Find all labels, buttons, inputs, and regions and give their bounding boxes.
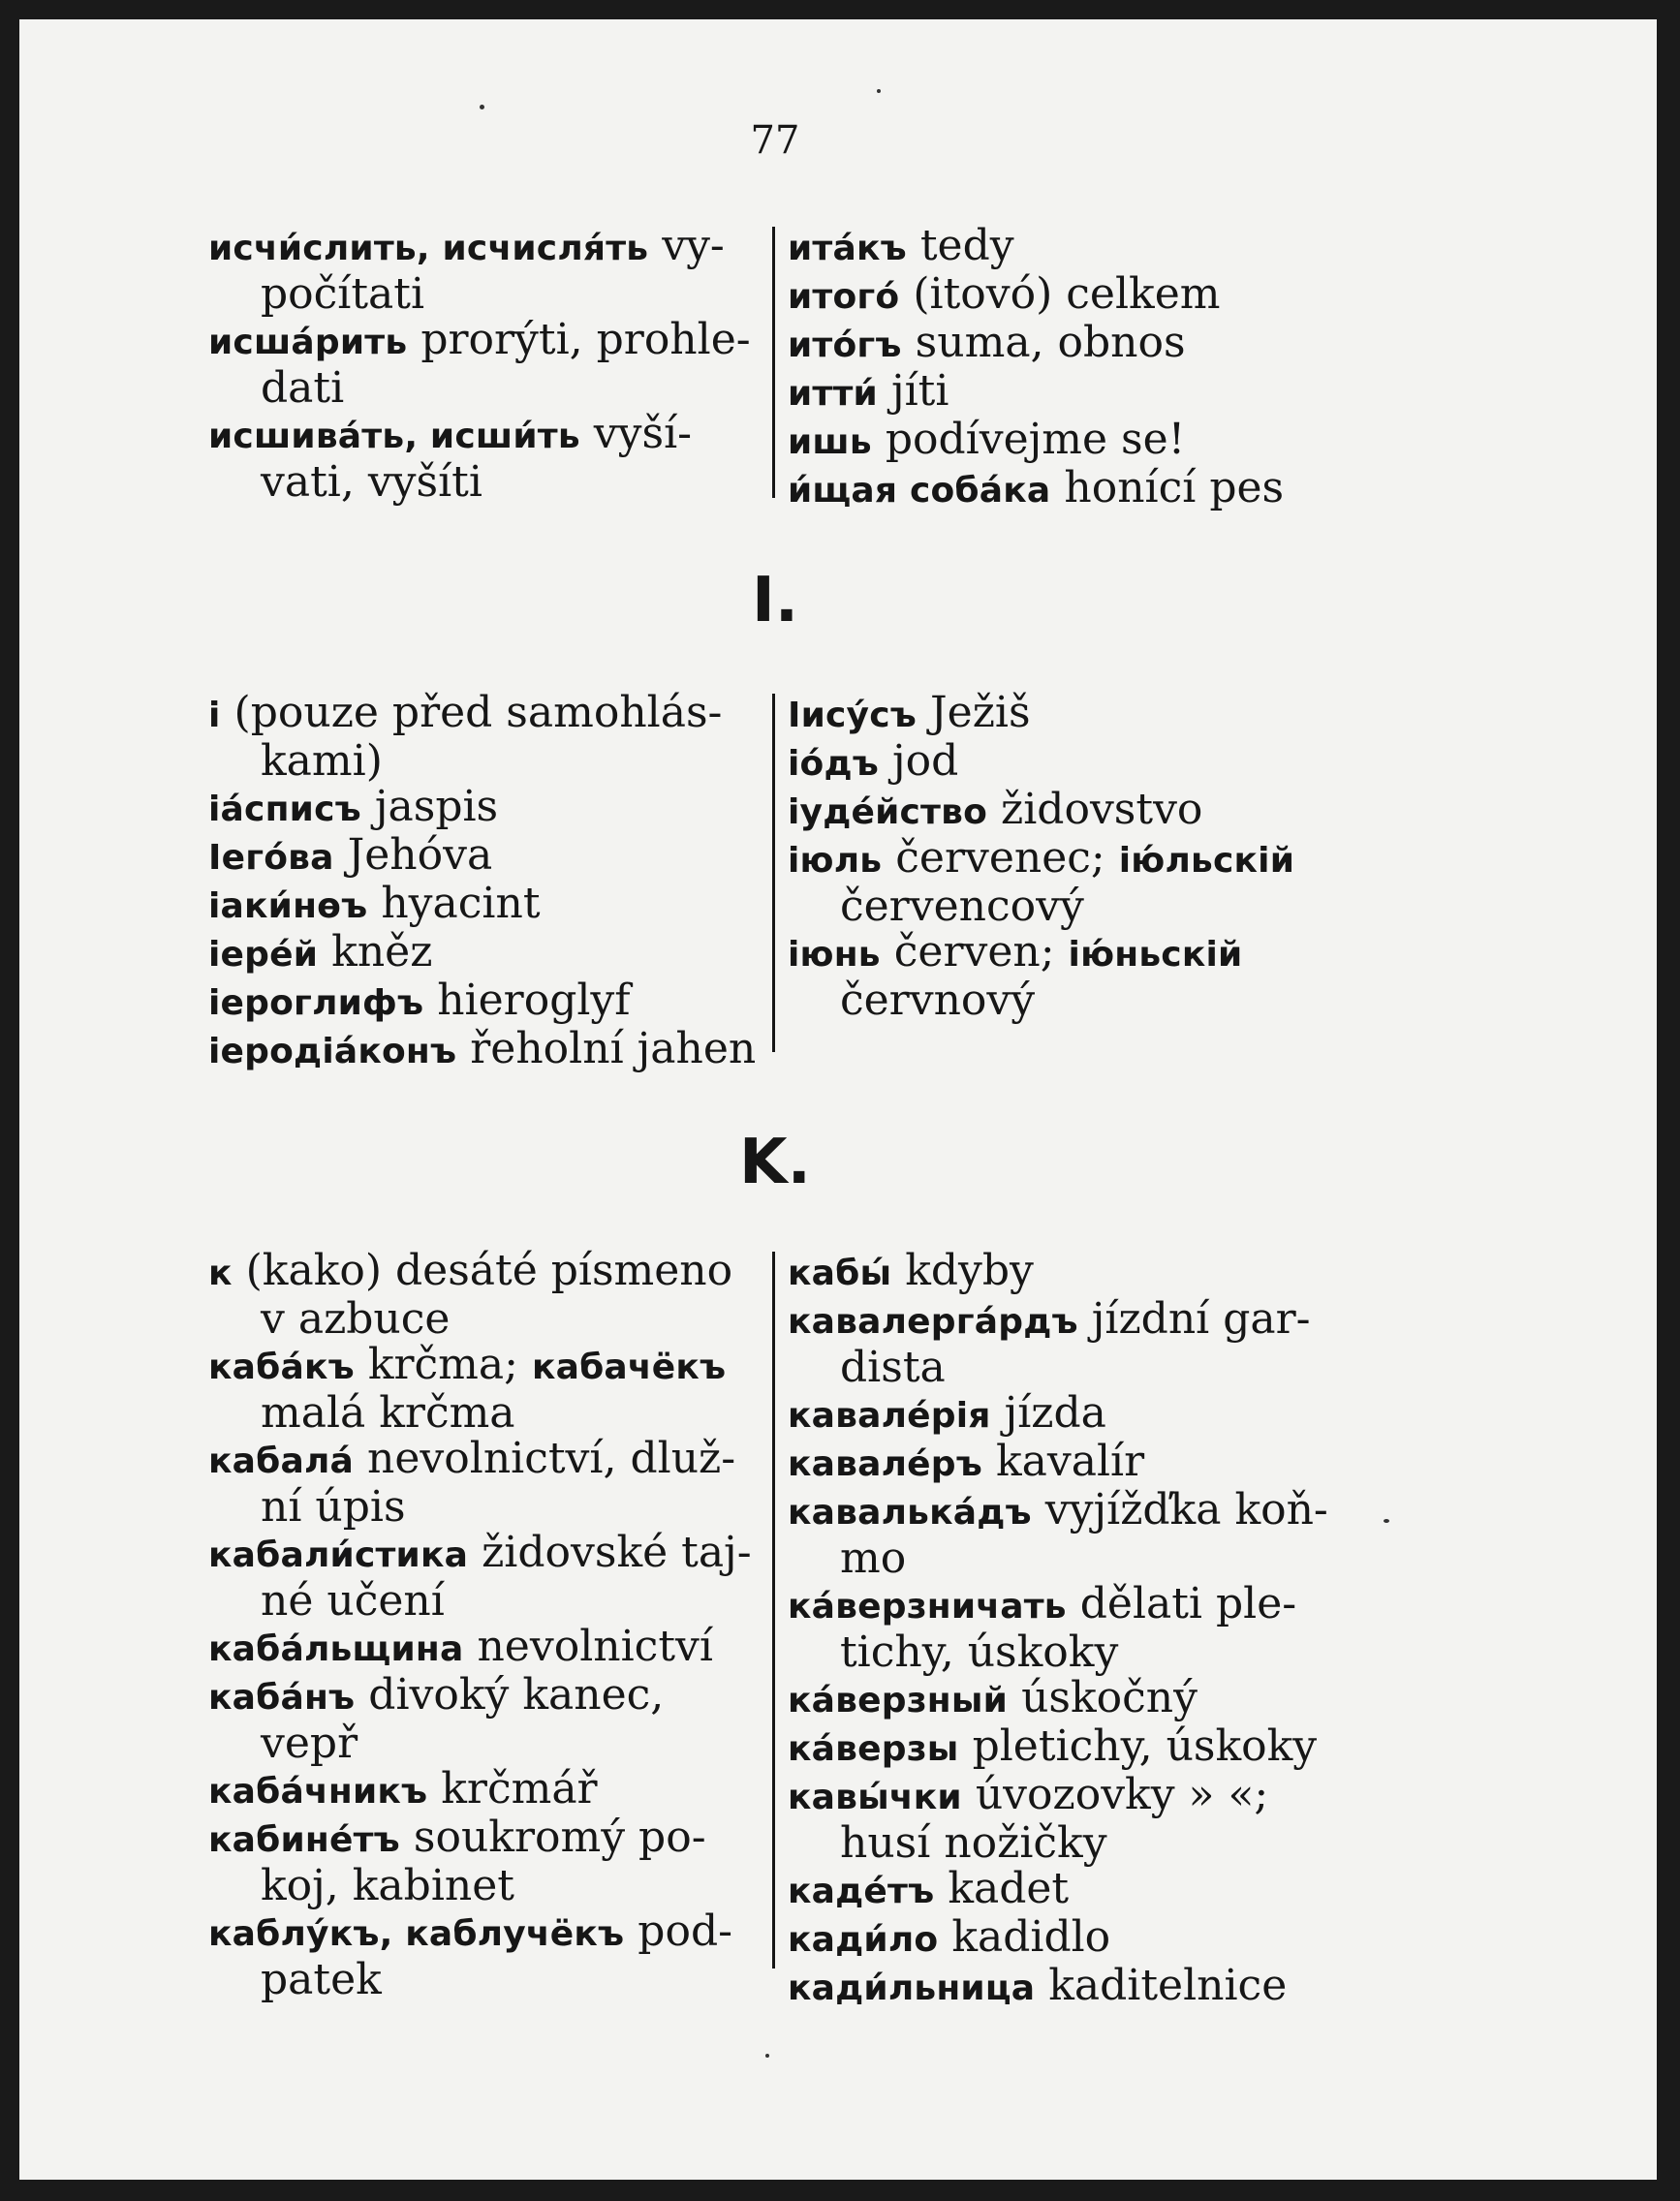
- dictionary-entry: [208, 1530, 761, 1624]
- definition-continued: počítati: [261, 269, 425, 319]
- headword: исчи́слить, исчисля́ть: [208, 229, 649, 268]
- section-k: [208, 1246, 1347, 2010]
- left-column: [208, 690, 761, 1074]
- definition: podívejme se!: [871, 415, 1186, 464]
- left-column: [208, 1248, 761, 2002]
- dictionary-page: [19, 19, 1657, 2180]
- definition: (pouze před samohlás-: [220, 688, 723, 737]
- headword: Iего́ва: [208, 838, 334, 878]
- definition-continued: vati, vyšíti: [261, 457, 482, 507]
- definition: kaditelnice: [1035, 1961, 1288, 2010]
- dictionary-entry: [208, 1248, 761, 1342]
- dictionary-entry: [788, 1581, 1369, 1675]
- headword: iуде́йство: [788, 792, 988, 832]
- definition: nevolnictví, dluž-: [354, 1434, 736, 1483]
- letter-heading-k: K.: [739, 1127, 811, 1198]
- definition: řeholní jahen: [456, 1024, 757, 1073]
- dictionary-entry: [208, 1624, 761, 1672]
- dictionary-entry: [788, 1723, 1369, 1772]
- print-speck: [877, 89, 881, 93]
- definition: kněz: [318, 927, 433, 976]
- definition-continued: patek: [261, 1955, 382, 2004]
- headword: каба́льщина: [208, 1629, 464, 1669]
- definition-continued: červnový: [840, 976, 1036, 1025]
- dictionary-entry: [788, 1296, 1369, 1390]
- headword: каба́къ: [208, 1348, 355, 1387]
- definition: jízdní gar-: [1077, 1294, 1311, 1344]
- dictionary-entry: [208, 881, 761, 929]
- definition: židovstvo: [987, 785, 1203, 834]
- definition-continued: husí nožičky: [840, 1818, 1107, 1868]
- headword: Iису́съ: [788, 696, 918, 735]
- dictionary-entry: [788, 1866, 1369, 1914]
- definition: hyacint: [367, 879, 541, 928]
- headword: каба́чникъ: [208, 1772, 428, 1812]
- dictionary-entry: [208, 1908, 761, 2002]
- headword: iере́й: [208, 935, 319, 975]
- headword: iюнь: [788, 935, 881, 975]
- dictionary-entry: [208, 929, 761, 977]
- definition-continued: tichy, úskoky: [840, 1628, 1119, 1677]
- definition: kadidlo: [938, 1912, 1111, 1962]
- definition: úskočný: [1008, 1673, 1198, 1722]
- right-column: [788, 223, 1369, 513]
- headword: ка́верзничать: [788, 1587, 1067, 1627]
- column-divider: [772, 1252, 775, 1968]
- definition-continued: koj, kabinet: [261, 1861, 514, 1910]
- dictionary-entry: [788, 1439, 1369, 1487]
- definition: honící pes: [1050, 463, 1285, 512]
- definition: suma, obnos: [901, 318, 1186, 367]
- headword: ито́гъ: [788, 326, 902, 365]
- dictionary-entry: [208, 1672, 761, 1766]
- headword: итти́: [788, 374, 878, 414]
- headword: кади́ло: [788, 1920, 939, 1960]
- definition: červen;: [880, 927, 1069, 976]
- headword: каблу́къ, каблучёкъ: [208, 1914, 625, 1954]
- page-number: 77: [750, 118, 800, 163]
- dictionary-entry: [788, 417, 1369, 465]
- definition: kdyby: [891, 1246, 1034, 1295]
- dictionary-entry: [788, 223, 1369, 271]
- definition: jaspis: [360, 782, 499, 831]
- definition: vy-: [648, 221, 725, 270]
- definition: prorýti, prohle-: [407, 315, 751, 364]
- definition: (kako) desáté písmeno: [232, 1246, 733, 1295]
- headword: iеродiа́конъ: [208, 1032, 457, 1071]
- dictionary-entry: [788, 738, 1369, 787]
- headword: i: [208, 696, 221, 735]
- headword: кабачёкъ: [531, 1348, 727, 1387]
- dictionary-entry: [788, 690, 1369, 738]
- headword: кабине́тъ: [208, 1820, 400, 1860]
- print-speck: [480, 105, 484, 109]
- definition: jod: [879, 736, 959, 786]
- definition: červenec;: [882, 833, 1119, 883]
- dictionary-entry: [788, 787, 1369, 835]
- dictionary-entry: [208, 223, 761, 317]
- dictionary-entry: [208, 1026, 761, 1074]
- headword: и́щая соба́ка: [788, 471, 1051, 511]
- print-speck: [765, 2054, 769, 2058]
- definition: tedy: [906, 221, 1014, 270]
- dictionary-entry: [788, 835, 1369, 929]
- headword: кавале́рiя: [788, 1396, 991, 1436]
- definition: jízda: [990, 1388, 1106, 1438]
- headword: кабала́: [208, 1442, 355, 1481]
- letter-heading-i: I.: [751, 565, 799, 636]
- definition: krčma;: [354, 1340, 532, 1389]
- dictionary-entry: [788, 1248, 1369, 1296]
- headword: iю́льскiй: [1118, 841, 1295, 881]
- section-i: [208, 688, 1347, 1073]
- dictionary-entry: [788, 465, 1369, 513]
- headword: ка́верзы: [788, 1729, 959, 1769]
- dictionary-entry: [788, 1914, 1369, 1963]
- headword: iаки́нөъ: [208, 886, 368, 926]
- dictionary-entry: [208, 977, 761, 1026]
- headword: кавалька́дъ: [788, 1493, 1032, 1533]
- dictionary-entry: [788, 1390, 1369, 1439]
- definition: vyjížďka koň-: [1031, 1485, 1328, 1534]
- dictionary-entry: [208, 832, 761, 881]
- dictionary-entry: [208, 1814, 761, 1908]
- headword: кабали́стика: [208, 1535, 469, 1575]
- dictionary-entry: [788, 1772, 1369, 1866]
- column-divider: [772, 227, 775, 498]
- definition: dělati ple-: [1066, 1579, 1297, 1628]
- headword: кавалерга́рдъ: [788, 1302, 1078, 1342]
- headword: ишь: [788, 422, 872, 462]
- dictionary-entry: [788, 1487, 1369, 1581]
- definition: úvozovky » «;: [961, 1770, 1269, 1819]
- definition: Jehóva: [333, 830, 493, 880]
- headword: ка́верзный: [788, 1681, 1009, 1720]
- definition-continued: dista: [840, 1343, 946, 1392]
- definition-continued: v azbuce: [261, 1294, 451, 1344]
- dictionary-entry: [788, 1963, 1369, 2011]
- definition-continued: kami): [261, 736, 383, 786]
- headword: iюль: [788, 841, 883, 881]
- headword: ита́къ: [788, 229, 907, 268]
- definition-continued: malá krčma: [261, 1388, 515, 1438]
- headword: iю́ньскiй: [1068, 935, 1243, 975]
- definition-continued: ní úpis: [261, 1482, 406, 1532]
- headword: кавале́ръ: [788, 1444, 983, 1484]
- definition: pletichy, úskoky: [958, 1721, 1318, 1771]
- right-column: [788, 690, 1369, 1023]
- headword: кабы́: [788, 1254, 892, 1293]
- dictionary-entry: [208, 411, 761, 505]
- dictionary-entry: [208, 1766, 761, 1814]
- definition: kavalír: [982, 1437, 1145, 1486]
- dictionary-entry: [788, 368, 1369, 417]
- dictionary-entry: [788, 271, 1369, 320]
- definition: krčmář: [427, 1764, 598, 1814]
- headword: итого́: [788, 277, 900, 317]
- definition-continued: dati: [261, 363, 345, 413]
- headword: кади́льница: [788, 1968, 1036, 2008]
- definition-continued: mo: [840, 1534, 907, 1583]
- definition: Ježiš: [917, 688, 1031, 737]
- dictionary-entry: [208, 690, 761, 784]
- definition-continued: né učení: [261, 1576, 445, 1626]
- headword: исша́рить: [208, 323, 408, 362]
- headword: исшива́ть, исши́ть: [208, 417, 580, 456]
- headword: каде́тъ: [788, 1872, 935, 1911]
- dictionary-entry: [208, 1436, 761, 1530]
- headword: к: [208, 1254, 233, 1293]
- headword: iа́списъ: [208, 790, 361, 829]
- definition: hieroglyf: [423, 976, 631, 1025]
- definition: pod-: [624, 1906, 732, 1956]
- dictionary-entry: [208, 317, 761, 411]
- definition: nevolnictví: [463, 1622, 713, 1671]
- right-column: [788, 1248, 1369, 2011]
- definition: (itovó) celkem: [899, 269, 1221, 319]
- headword: iероглифъ: [208, 983, 424, 1023]
- definition: divoký kanec,: [355, 1670, 665, 1720]
- definition: vyší-: [579, 409, 693, 458]
- section-continuation: [208, 221, 1347, 512]
- print-speck: [1384, 1519, 1389, 1523]
- definition: soukromý po-: [399, 1813, 706, 1862]
- dictionary-entry: [208, 1342, 761, 1436]
- definition: jíti: [877, 366, 949, 416]
- definition-continued: vepř: [261, 1719, 358, 1768]
- headword: iо́дъ: [788, 744, 879, 784]
- dictionary-entry: [788, 929, 1369, 1023]
- left-column: [208, 223, 761, 505]
- definition: kadet: [934, 1864, 1070, 1913]
- dictionary-entry: [208, 784, 761, 832]
- headword: каба́нъ: [208, 1678, 356, 1718]
- definition: židovské taj-: [468, 1528, 752, 1577]
- dictionary-entry: [788, 1675, 1369, 1723]
- headword: кавы́чки: [788, 1778, 962, 1817]
- column-divider: [772, 694, 775, 1052]
- definition-continued: červencový: [840, 882, 1084, 931]
- dictionary-entry: [788, 320, 1369, 368]
